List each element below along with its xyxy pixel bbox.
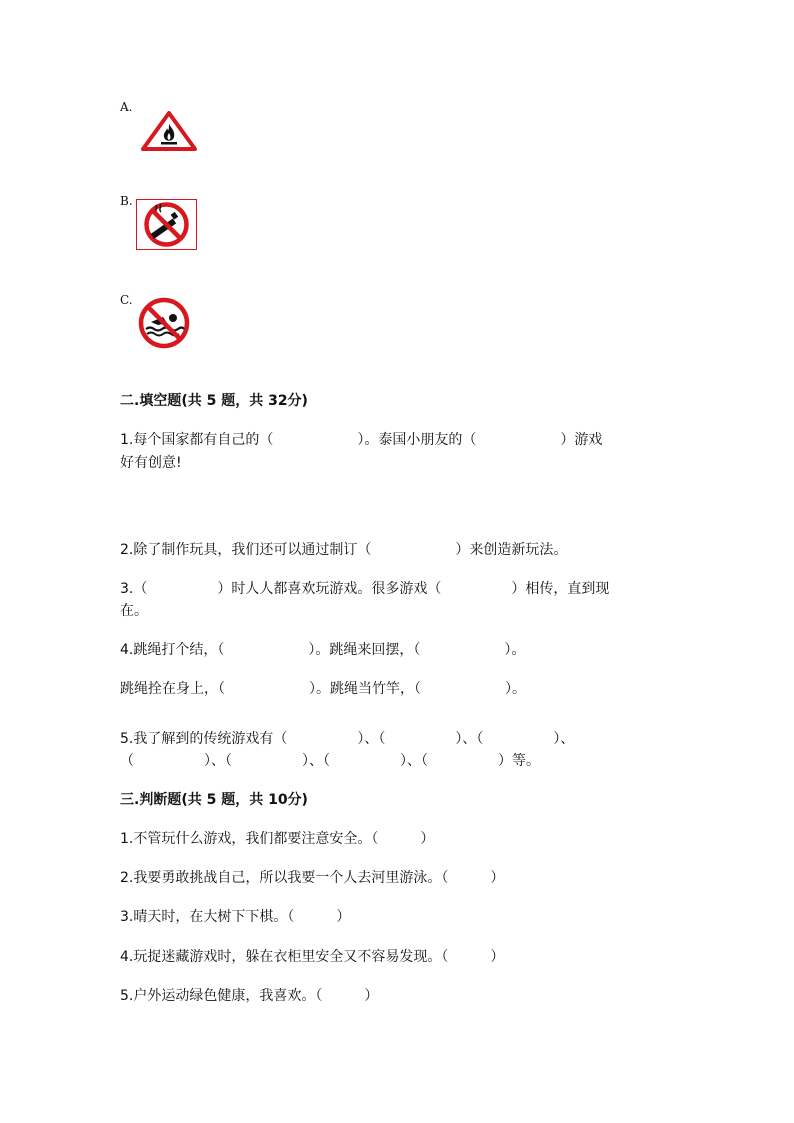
- flammable-warning-icon: [141, 111, 197, 155]
- fill-question-4-line-2: 跳绳拴在身上，（ ）。跳绳当竹竿，（ ）。: [120, 681, 526, 697]
- option-b-label: B.: [120, 194, 133, 208]
- fill-question-4-line-1: 4.跳绳打个结，（ ）。跳绳来回摆，（ ）。: [120, 642, 526, 658]
- judge-question-5: 5.户外运动绿色健康，我喜欢。（ ）: [120, 988, 379, 1004]
- fill-question-3-line-2: 在。: [120, 603, 148, 619]
- option-a-label: A.: [120, 100, 133, 114]
- fill-question-2: 2.除了制作玩具，我们还可以通过制订（ ）来创造新玩法。: [120, 542, 568, 558]
- option-c-label: C.: [120, 293, 133, 307]
- no-swimming-icon: [136, 296, 192, 354]
- fill-question-3-line-1: 3.（ ）时人人都喜欢玩游戏。很多游戏（ ）相传，直到现: [120, 581, 610, 597]
- no-smoking-icon: [136, 199, 197, 254]
- judge-question-2: 2.我要勇敢挑战自己，所以我要一个人去河里游泳。（ ）: [120, 870, 505, 886]
- fill-question-1-line-2: 好有创意!: [120, 455, 182, 471]
- judge-question-4: 4.玩捉迷藏游戏时，躲在衣柜里安全又不容易发现。（ ）: [120, 949, 505, 965]
- section-3-title: 三.判断题(共 5 题，共 10分): [120, 792, 308, 808]
- section-2-title: 二.填空题(共 5 题，共 32分): [120, 393, 308, 409]
- judge-question-1: 1.不管玩什么游戏，我们都要注意安全。（ ）: [120, 831, 435, 847]
- fill-question-5-line-2: （ ）、（ ）、（ ）、（ ）等。: [120, 753, 540, 769]
- judge-question-3: 3.晴天时，在大树下下棋。（ ）: [120, 909, 351, 925]
- fill-question-1-line-1: 1.每个国家都有自己的（ ）。泰国小朋友的（ ）游戏: [120, 432, 603, 448]
- fill-question-5-line-1: 5.我了解到的传统游戏有（ ）、（ ）、（ ）、: [120, 731, 575, 747]
